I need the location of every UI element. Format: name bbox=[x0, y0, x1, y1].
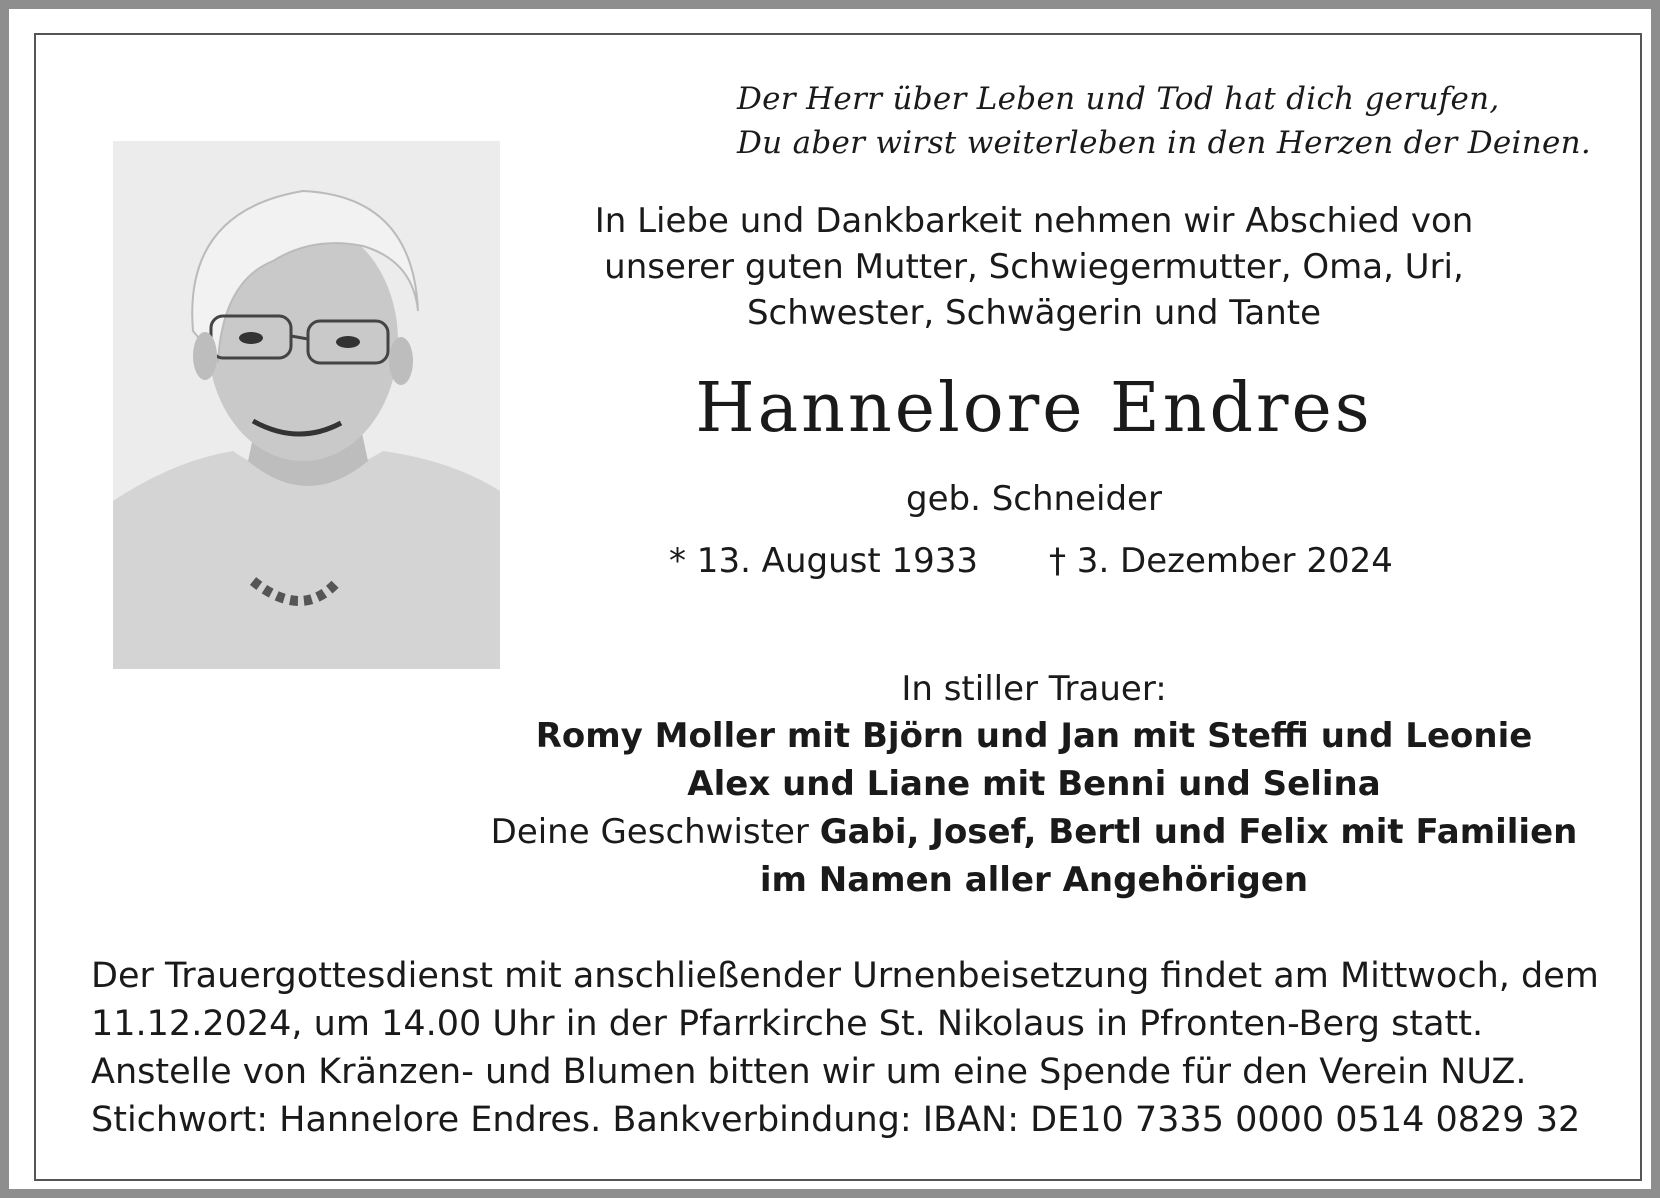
service-line-3: Anstelle von Kränzen- und Blumen bitten wir um eine Spende für den Verein NUZ. bbox=[91, 1052, 1527, 1092]
birth-date: * 13. August 1933 bbox=[669, 541, 979, 581]
mourners-line-2: Alex und Liane mit Benni und Selina bbox=[687, 764, 1381, 804]
portrait-photo bbox=[113, 141, 500, 669]
intro-line-1: In Liebe und Dankbarkeit nehmen wir Abschied von bbox=[594, 201, 1474, 241]
mourners-siblings-prefix: Deine Geschwister bbox=[490, 812, 809, 852]
mourners-siblings-names: Gabi, Josef, Bertl und Felix mit Familien bbox=[819, 812, 1578, 852]
deceased-name: Hannelore Endres bbox=[695, 369, 1373, 448]
iban-value: DE10 7335 0000 0514 0829 32 bbox=[1030, 1100, 1581, 1140]
birth-name: geb. Schneider bbox=[906, 479, 1162, 519]
service-line-4 bbox=[91, 1100, 1580, 1140]
mourners-line-4: im Namen aller Angehörigen bbox=[759, 860, 1309, 900]
verse-line-2: Du aber wirst weiterleben in den Herzen der Deinen. bbox=[737, 125, 1592, 161]
mourners-heading: In stiller Trauer: bbox=[901, 669, 1167, 709]
mourners-line-1: Romy Moller mit Björn und Jan mit Steffi und Leonie bbox=[535, 716, 1533, 756]
verse-line-1: Der Herr über Leben und Tod hat dich gerufen, bbox=[737, 81, 1500, 117]
service-line-2: 11.12.2024, um 14.00 Uhr in der Pfarrkirche St. Nikolaus in Pfronten-Berg statt. bbox=[91, 1004, 1484, 1044]
intro-line-3: Schwester, Schwägerin und Tante bbox=[746, 293, 1322, 333]
death-date: † 3. Dezember 2024 bbox=[1049, 541, 1393, 581]
service-line-1: Der Trauergottesdienst mit anschließender Urnenbeisetzung findet am Mittwoch, dem bbox=[91, 956, 1599, 996]
bank-details-prefix: Stichwort: Hannelore Endres. Bankverbindung: IBAN: bbox=[91, 1100, 1020, 1140]
mourners-line-3 bbox=[449, 812, 1619, 852]
intro-line-2: unserer guten Mutter, Schwiegermutter, Oma, Uri, bbox=[604, 247, 1464, 287]
